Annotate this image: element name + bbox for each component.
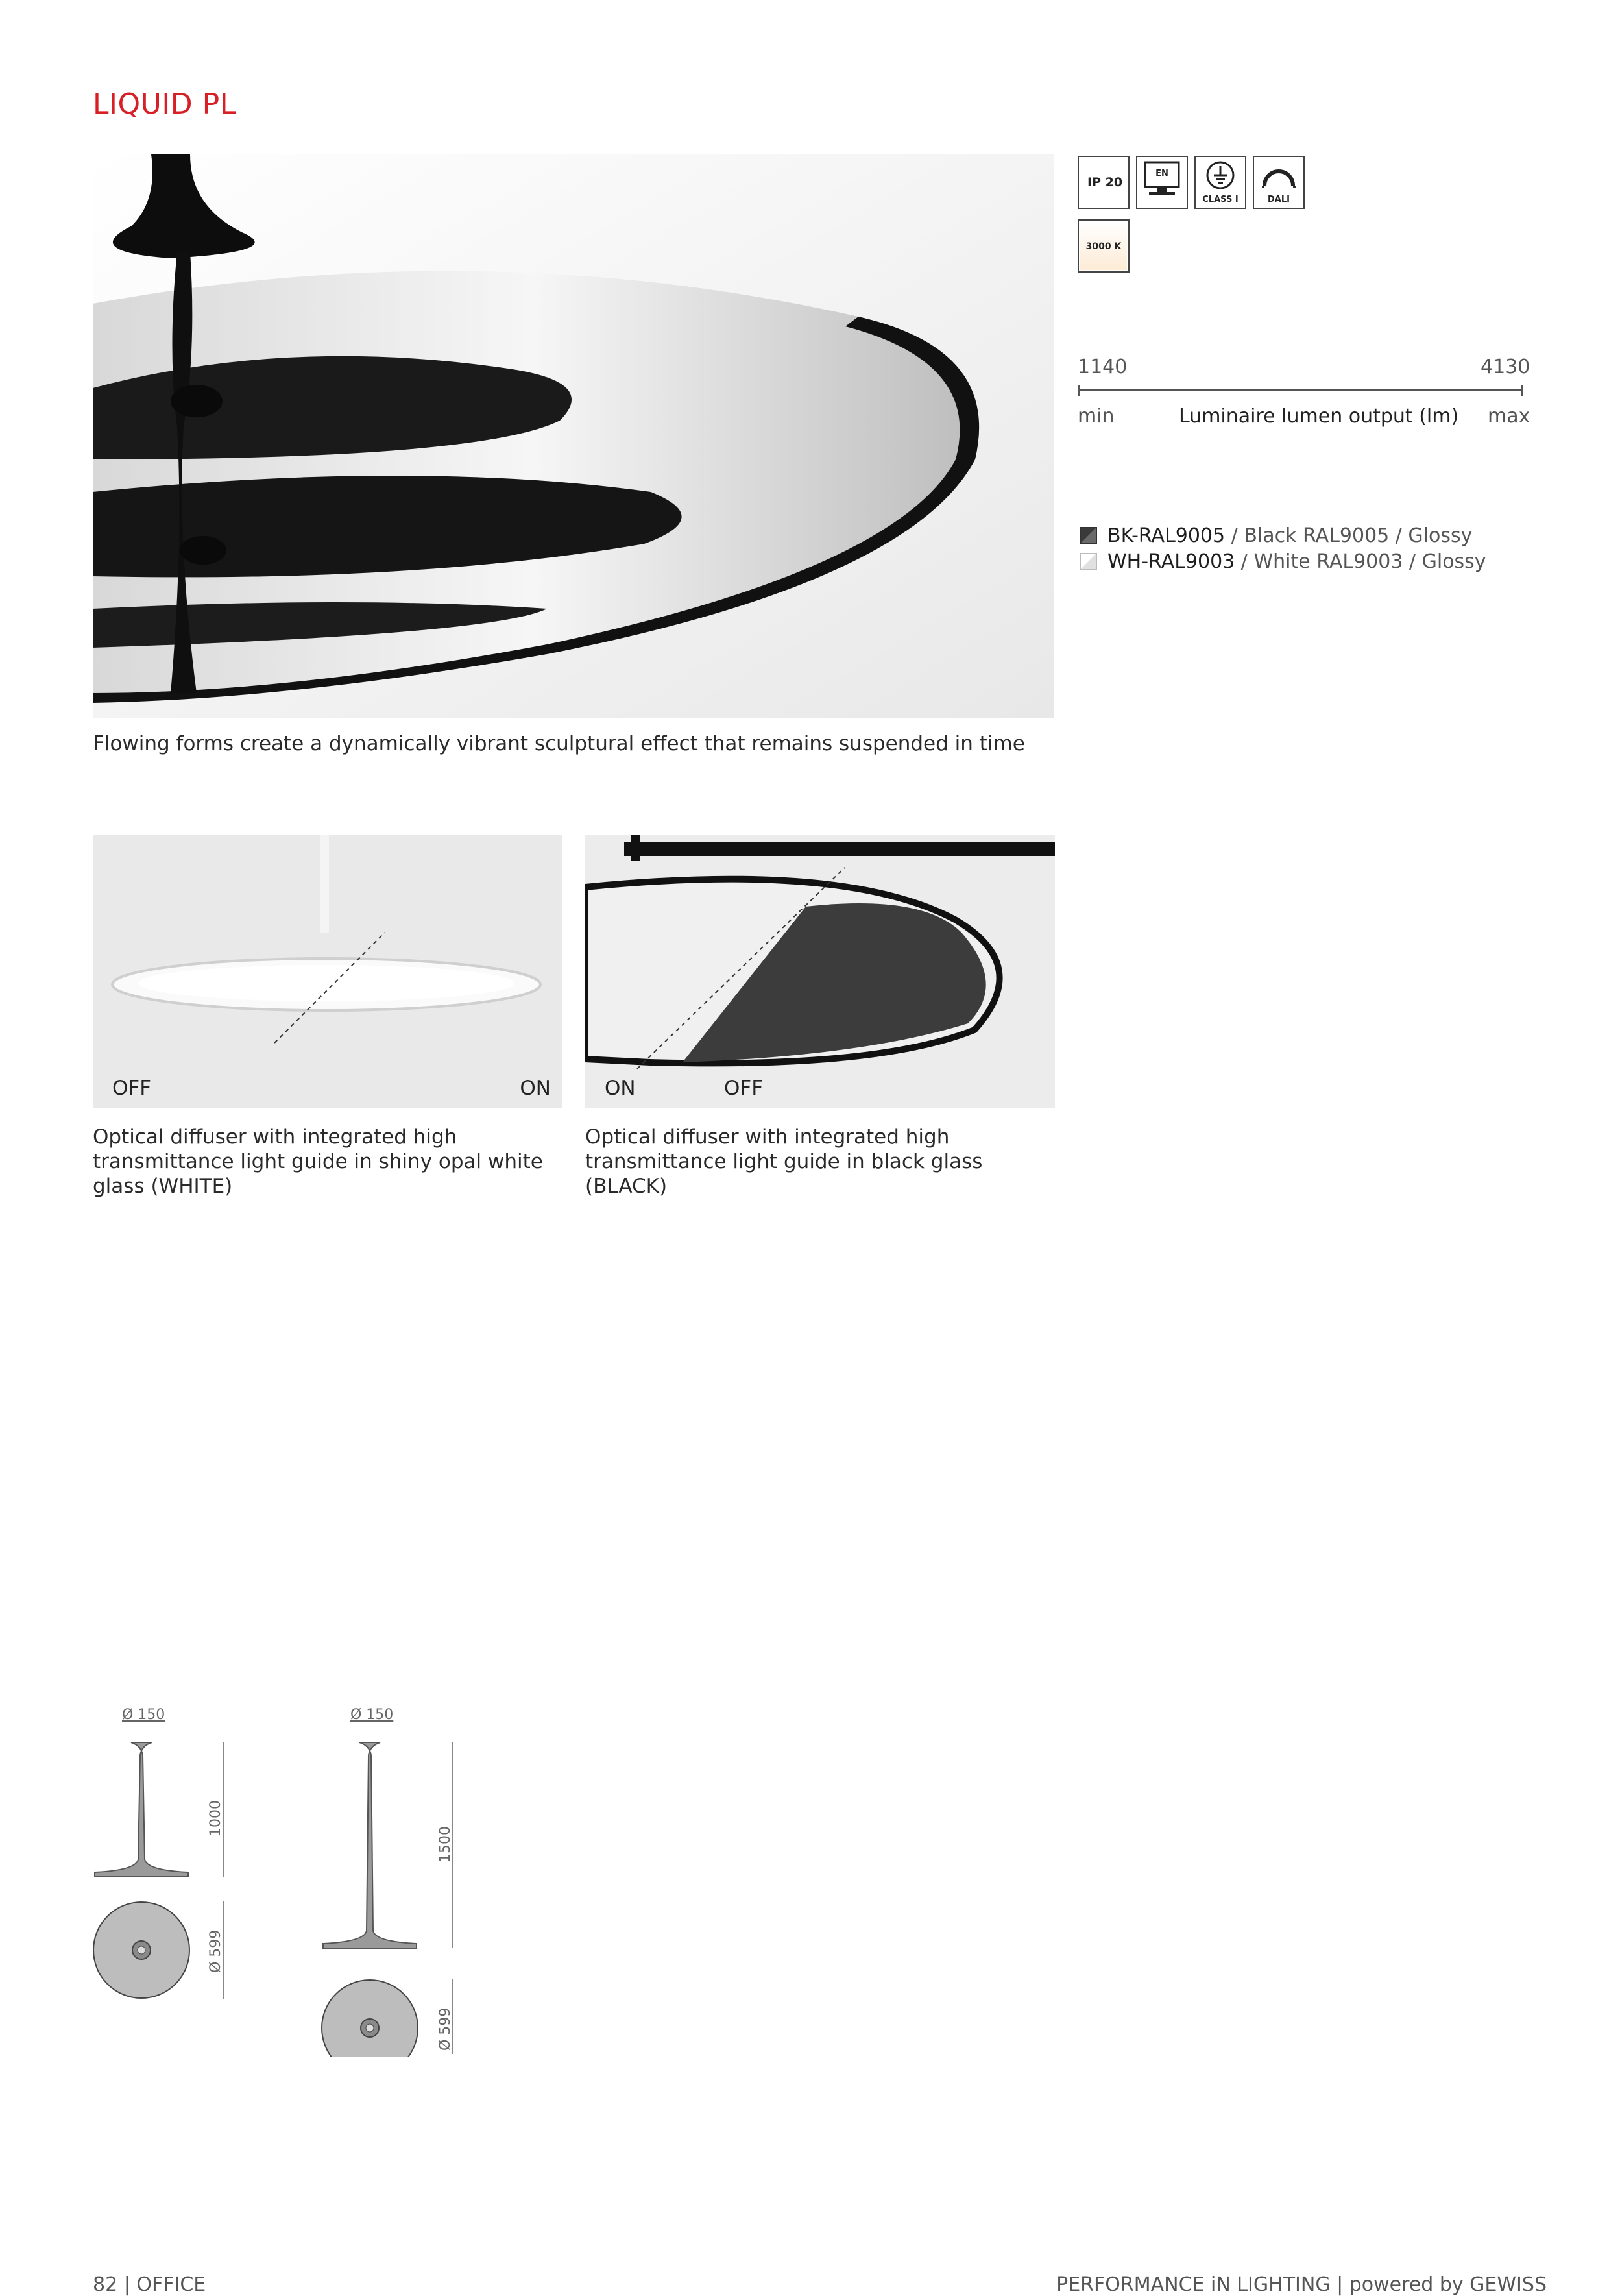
lumen-max-value: 4130 [1481,356,1530,378]
lumen-min-value: 1140 [1078,356,1128,378]
drawing-short-version [84,1694,253,2018]
detail-photo-black [585,835,1055,1108]
cct-3000k-badge: 3000 K [1078,219,1130,273]
footer-page-section: 82 | OFFICE [93,2273,206,2296]
ip20-badge: IP 20 [1078,156,1130,209]
detail-black-caption: Optical diffuser with integrated high transmittance light guide in black glass (BLACK) [585,1125,983,1198]
detail-white-label-off: OFF [112,1077,152,1100]
finish-black: BK-RAL9005 / Black RAL9005 / Glossy [1080,524,1472,547]
page-title: LIQUID PL [93,88,236,121]
dimming-arc-icon [1254,157,1303,196]
white-diffuser-image [93,835,562,1108]
drawing-long-version [311,1694,480,2057]
footer-brand-tagline: PERFORMANCE iN LIGHTING | powered by GEWISS [1056,2273,1547,2296]
long-top-diameter: Ø 150 [350,1707,394,1723]
earth-ground-icon [1196,157,1245,196]
detail-black-label-off: OFF [724,1077,764,1100]
lumen-scale-tick-min [1078,385,1080,396]
black-swatch-icon [1080,527,1097,544]
long-disk-diameter: Ø 599 [437,2007,453,2051]
white-swatch-icon [1080,553,1097,570]
lumen-output-label: Luminaire lumen output (lm) [1179,405,1459,428]
short-top-diameter: Ø 150 [122,1707,165,1723]
dali-badge: DALI [1253,156,1305,209]
long-height: 1500 [437,1826,453,1862]
detail-photo-white [93,835,562,1108]
finish-white: WH-RAL9003 / White RAL9003 / Glossy [1080,550,1486,573]
hero-lamp-image [93,154,1054,718]
class-i-badge: CLASS I [1194,156,1246,209]
lumen-max-label: max [1488,405,1530,428]
short-lamp-drawing [84,1694,253,2018]
detail-white-label-on: ON [520,1077,551,1100]
en-monitor-icon: EN [1136,156,1188,209]
detail-white-caption: Optical diffuser with integrated high transmittance light guide in shiny opal white glass (WHITE) [93,1125,543,1198]
black-diffuser-image [585,835,1055,1108]
lumen-scale-line [1078,389,1523,391]
hero-photo [93,154,1054,718]
monitor-icon [1137,157,1187,208]
lumen-scale-tick-max [1521,385,1523,396]
long-lamp-drawing [311,1694,480,2057]
lumen-min-label: min [1078,405,1115,428]
hero-caption: Flowing forms create a dynamically vibrant sculptural effect that remains suspended in time [93,732,1025,755]
detail-black-label-on: ON [605,1077,636,1100]
short-height: 1000 [208,1800,224,1837]
short-disk-diameter: Ø 599 [208,1929,224,1973]
